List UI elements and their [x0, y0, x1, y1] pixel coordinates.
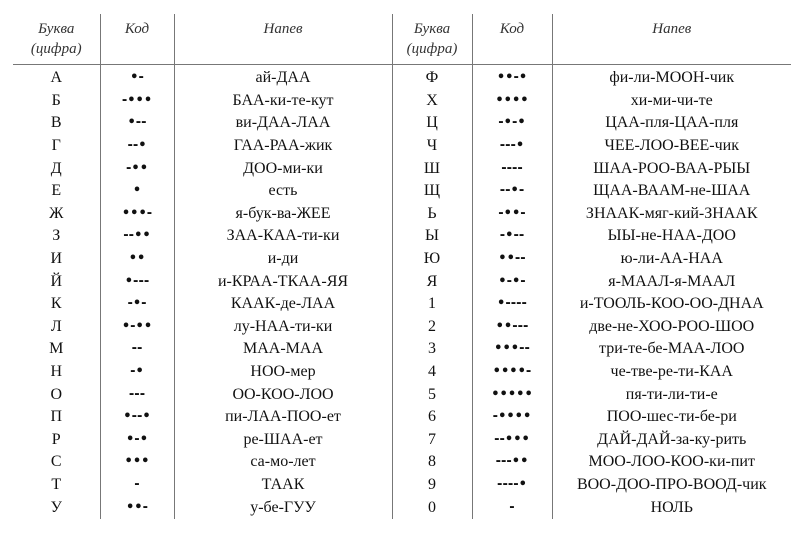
code-cell-2: ---• — [472, 135, 552, 158]
code-cell: ••• — [100, 451, 174, 474]
letter-cell: Ж — [13, 203, 100, 226]
header-letter-2: Буква (цифра) — [392, 14, 472, 65]
chant-cell: пи-ЛАА-ПОО-ет — [174, 406, 392, 429]
letter-cell: К — [13, 293, 100, 316]
letter-cell: А — [13, 65, 100, 90]
code-cell-2: ----• — [472, 474, 552, 497]
morse-table-container — [13, 14, 791, 534]
letter-cell-2: Щ — [392, 180, 472, 203]
chant-cell: са-мо-лет — [174, 451, 392, 474]
code-cell: -••• — [100, 90, 174, 113]
table-row — [13, 157, 791, 180]
letter-cell-2: 2 — [392, 316, 472, 339]
header-chant: Напев — [174, 14, 392, 65]
table-row — [13, 316, 791, 339]
letter-cell-2: Я — [392, 270, 472, 293]
chant-cell: ОО-КОО-ЛОО — [174, 383, 392, 406]
letter-cell-2: Ц — [392, 112, 472, 135]
letter-cell: М — [13, 338, 100, 361]
code-cell-2: •-•- — [472, 270, 552, 293]
code-cell: --• — [100, 135, 174, 158]
chant-cell: ТААК — [174, 474, 392, 497]
table-row — [13, 451, 791, 474]
code-cell-2: ••••• — [472, 383, 552, 406]
table-row — [13, 496, 791, 519]
chant-cell-2: фи-ли-МООН-чик — [609, 69, 735, 87]
letter-cell: В — [13, 112, 100, 135]
code-cell-2: ---•• — [472, 451, 552, 474]
chant-cell: и-ди — [174, 248, 392, 271]
table-row — [13, 112, 791, 135]
letter-cell: Б — [13, 90, 100, 113]
code-cell-2: - — [472, 496, 552, 519]
letter-cell: Д — [13, 157, 100, 180]
letter-cell-2: 6 — [392, 406, 472, 429]
letter-cell: Н — [13, 361, 100, 384]
table-row — [13, 180, 791, 203]
chant-cell-2: ЫЫ-не-НАА-ДОО — [607, 227, 736, 245]
chant-cell-2: три-те-бе-МАА-ЛОО — [599, 340, 745, 358]
code-cell: --•• — [100, 225, 174, 248]
letter-cell: У — [13, 496, 100, 519]
code-cell: •• — [100, 248, 174, 271]
letter-cell-2: 0 — [392, 496, 472, 519]
chant-cell: и-КРАА-ТКАА-ЯЯ — [174, 270, 392, 293]
table-row — [13, 225, 791, 248]
table-row — [13, 474, 791, 497]
code-cell: -- — [100, 338, 174, 361]
chant-cell-2: и-ТООЛЬ-КОО-ОО-ДНАА — [579, 295, 764, 313]
chant-cell-2: ЗНААК-мяг-кий-ЗНААК — [585, 204, 758, 222]
code-cell: --- — [100, 383, 174, 406]
header-code-2: Код — [472, 14, 552, 65]
table-row — [13, 248, 791, 271]
letter-cell-2: 3 — [392, 338, 472, 361]
letter-cell-2: 7 — [392, 429, 472, 452]
code-cell: -• — [100, 361, 174, 384]
chant-cell-2: ЧЕЕ-ЛОО-ВЕЕ-чик — [604, 137, 739, 155]
letter-cell: И — [13, 248, 100, 271]
table-row — [13, 65, 791, 90]
letter-cell-2: 8 — [392, 451, 472, 474]
chant-cell: у-бе-ГУУ — [174, 496, 392, 519]
code-cell-2: -•-- — [472, 225, 552, 248]
letter-cell-2: Ш — [392, 157, 472, 180]
letter-cell-2: Ю — [392, 248, 472, 271]
chant-cell-2: ЩАА-ВААМ-не-ШАА — [593, 182, 751, 200]
chant-cell-2: хи-ми-чи-те — [630, 91, 713, 109]
letter-cell-2: Ф — [392, 65, 472, 90]
table-row — [13, 361, 791, 384]
chant-cell: есть — [174, 180, 392, 203]
code-cell-2: ••--- — [472, 316, 552, 339]
chant-cell-2: я-МААЛ-я-МААЛ — [608, 272, 736, 290]
chant-cell: ГАА-РАА-жик — [174, 135, 392, 158]
letter-cell: О — [13, 383, 100, 406]
code-cell-2: -••- — [472, 203, 552, 226]
code-cell: -•• — [100, 157, 174, 180]
chant-cell-2: МОО-ЛОО-КОО-ки-пит — [588, 453, 755, 471]
table-row — [13, 406, 791, 429]
table-row — [13, 203, 791, 226]
table-row — [13, 293, 791, 316]
letter-cell: Т — [13, 474, 100, 497]
table-row — [13, 338, 791, 361]
code-cell-2: •---- — [472, 293, 552, 316]
chant-cell: ре-ШАА-ет — [174, 429, 392, 452]
chant-cell: МАА-МАА — [174, 338, 392, 361]
table-row — [13, 135, 791, 158]
letter-cell: Й — [13, 270, 100, 293]
chant-cell: я-бук-ва-ЖЕЕ — [174, 203, 392, 226]
letter-cell-2: 9 — [392, 474, 472, 497]
chant-cell-2: ЦАА-пля-ЦАА-пля — [605, 114, 739, 132]
table-row — [13, 429, 791, 452]
letter-cell-2: 1 — [392, 293, 472, 316]
chant-cell-2: ПОО-шес-ти-бе-ри — [606, 408, 737, 426]
chant-cell: лу-НАА-ти-ки — [174, 316, 392, 339]
letter-cell: П — [13, 406, 100, 429]
code-cell: • — [100, 180, 174, 203]
header-letter: Буква (цифра) — [13, 14, 100, 65]
code-cell: •-•• — [100, 316, 174, 339]
letter-cell-2: 4 — [392, 361, 472, 384]
chant-cell: ЗАА-КАА-ти-ки — [174, 225, 392, 248]
letter-cell-2: Ь — [392, 203, 472, 226]
code-cell-2: --••• — [472, 429, 552, 452]
table-row — [13, 90, 791, 113]
code-cell-2: -•••• — [472, 406, 552, 429]
chant-cell: НОО-мер — [174, 361, 392, 384]
code-cell: •-• — [100, 429, 174, 452]
code-cell: •--• — [100, 406, 174, 429]
code-cell: •••- — [100, 203, 174, 226]
code-cell-2: --•- — [472, 180, 552, 203]
code-cell: •- — [100, 65, 174, 90]
chant-cell: КААК-де-ЛАА — [174, 293, 392, 316]
chant-cell: ви-ДАА-ЛАА — [174, 112, 392, 135]
code-cell: •--- — [100, 270, 174, 293]
chant-cell-2: НОЛЬ — [650, 498, 693, 516]
letter-cell: З — [13, 225, 100, 248]
header-chant-2: Напев — [552, 14, 791, 65]
code-cell: -•- — [100, 293, 174, 316]
chant-cell-2: пя-ти-ли-ти-е — [625, 385, 718, 403]
letter-cell-2: 5 — [392, 383, 472, 406]
letter-cell: С — [13, 451, 100, 474]
code-cell-2: -•-• — [472, 112, 552, 135]
chant-cell-2: ШАА-РОО-ВАА-РЫЫ — [593, 159, 751, 177]
chant-cell-2: две-не-ХОО-РОО-ШОО — [589, 317, 755, 335]
chant-cell-2: ВОО-ДОО-ПРО-ВООД-чик — [576, 475, 767, 493]
letter-cell-2: Х — [392, 90, 472, 113]
header-code: Код — [100, 14, 174, 65]
chant-cell-2: ю-ли-АА-НАА — [620, 250, 723, 268]
chant-cell-2: ДАЙ-ДАЙ-за-ку-рить — [597, 430, 747, 448]
letter-cell-2: Ы — [392, 225, 472, 248]
letter-cell-2: Ч — [392, 135, 472, 158]
code-cell-2: ••-- — [472, 248, 552, 271]
code-cell-2: •••-- — [472, 338, 552, 361]
code-cell-2: ---- — [472, 157, 552, 180]
code-cell-2: •••• — [472, 90, 552, 113]
letter-cell: Е — [13, 180, 100, 203]
header-row — [13, 14, 791, 65]
table-row — [13, 383, 791, 406]
chant-cell: ай-ДАА — [174, 65, 392, 90]
code-cell-2: ••••- — [472, 361, 552, 384]
code-cell: ••- — [100, 496, 174, 519]
chant-cell: БАА-ки-те-кут — [174, 90, 392, 113]
letter-cell: Г — [13, 135, 100, 158]
table-row — [13, 270, 791, 293]
morse-code-table — [13, 14, 791, 519]
code-cell: - — [100, 474, 174, 497]
chant-cell-2: че-тве-ре-ти-КАА — [610, 363, 733, 381]
code-cell-2: ••-• — [472, 65, 552, 90]
code-cell: •-- — [100, 112, 174, 135]
chant-cell: ДОО-ми-ки — [174, 157, 392, 180]
letter-cell: Р — [13, 429, 100, 452]
letter-cell: Л — [13, 316, 100, 339]
